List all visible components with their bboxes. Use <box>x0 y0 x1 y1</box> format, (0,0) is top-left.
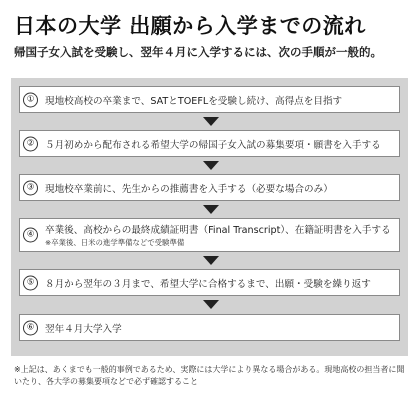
step-text: 現地校高校の卒業まで、SATとTOEFLを受験し続け、高得点を目指す <box>45 95 343 107</box>
step-text: ５月初めから配布される希望大学の帰国子女入試の募集要項・願書を入手する <box>45 139 381 151</box>
step-3 <box>19 174 400 201</box>
step-text <box>45 222 391 248</box>
down-arrow-icon <box>203 205 219 214</box>
step-number: ② <box>23 136 38 151</box>
down-arrow-icon <box>203 161 219 170</box>
step-number: ③ <box>23 180 38 195</box>
step-4 <box>19 218 400 252</box>
page-subtitle: 帰国子女入試を受験し、翌年４月に入学するには、次の手順が一般的。 <box>14 45 382 59</box>
down-arrow-icon <box>203 117 219 126</box>
step-text: 現地校卒業前に、先生からの推薦書を入手する（必要な場合のみ） <box>45 183 333 195</box>
step-number: ⑥ <box>23 320 38 335</box>
step-text-main: 卒業後、高校からの最終成績証明書（Final Transcript）、在籍証明書を入手する <box>45 225 391 236</box>
step-6 <box>19 314 400 341</box>
step-text: 翌年４月大学入学 <box>45 323 122 335</box>
down-arrow-icon <box>203 300 219 309</box>
footnote: ※上記は、あくまでも一般的事例であるため、実際には大学により異なる場合がある。現地高校の担当者に聞いたり、各大学の募集要項などで必ず確認すること <box>14 365 405 386</box>
steps-panel <box>11 78 408 356</box>
step-text: ８月から翌年の３月まで、希望大学に合格するまで、出願・受験を繰り返す <box>45 278 371 290</box>
step-number: ④ <box>23 228 38 243</box>
step-number: ① <box>23 92 38 107</box>
step-5 <box>19 269 400 296</box>
step-note: ※卒業後、日米の進学準備などで受験準備 <box>45 238 185 247</box>
down-arrow-icon <box>203 256 219 265</box>
step-number: ⑤ <box>23 275 38 290</box>
step-2 <box>19 130 400 157</box>
page-title: 日本の大学 出願から入学までの流れ <box>14 14 366 38</box>
step-1 <box>19 86 400 113</box>
